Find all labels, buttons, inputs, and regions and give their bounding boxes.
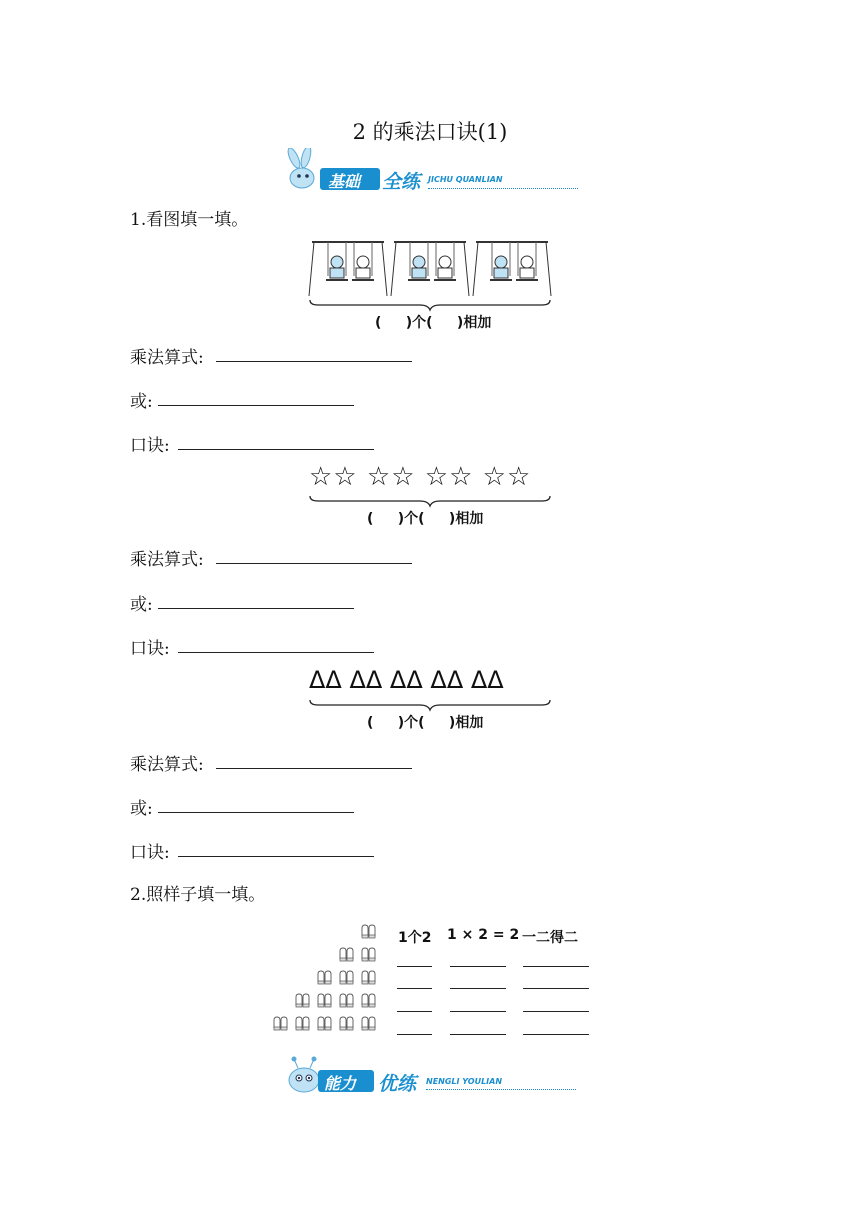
- equation-blank-3[interactable]: [450, 988, 506, 989]
- rhyme-answer-line-1[interactable]: [178, 449, 374, 450]
- or-label-1: 或:: [130, 392, 153, 412]
- banner-dotted-line: [428, 188, 578, 189]
- groups-blank-2[interactable]: [397, 966, 432, 967]
- mult-label-3: 乘法算式:: [130, 755, 204, 775]
- rhyme-answer-line-2[interactable]: [178, 652, 374, 653]
- section-banner-basic: [280, 148, 580, 192]
- rhyme-blank-5[interactable]: [523, 1034, 589, 1035]
- caption-1: ( )个( )相加: [375, 315, 492, 331]
- or-answer-line-3[interactable]: [158, 812, 354, 813]
- example-groups: 1个2: [398, 930, 432, 946]
- or-answer-line-1[interactable]: [158, 405, 354, 406]
- brace-2: [308, 494, 552, 508]
- mult-answer-line-2[interactable]: [216, 563, 412, 564]
- banner-accent-text: 全练: [382, 171, 421, 193]
- mult-answer-line-3[interactable]: [216, 768, 412, 769]
- mittens-illustration: [268, 920, 388, 1040]
- swing-set-3: [473, 242, 551, 296]
- triangles-figure: ΔΔ ΔΔ ΔΔ ΔΔ ΔΔ: [309, 666, 504, 694]
- rhyme-blank-3[interactable]: [523, 988, 589, 989]
- section-banner-ability: [280, 1056, 580, 1096]
- groups-blank-5[interactable]: [397, 1034, 432, 1035]
- mult-label-1: 乘法算式:: [130, 348, 204, 368]
- example-rhyme: 一二得二: [522, 930, 578, 946]
- brace-1: [308, 298, 552, 312]
- swing-set-2: [391, 242, 469, 296]
- page-title: 2 的乘法口诀(1): [352, 120, 508, 144]
- banner2-main-text: 能力: [324, 1074, 357, 1093]
- banner-pinyin: JICHU QUANLIAN: [428, 175, 503, 184]
- banner-main-text: 基础: [328, 172, 361, 191]
- rhyme-blank-4[interactable]: [523, 1011, 589, 1012]
- banner2-accent-text: 优练: [378, 1073, 417, 1095]
- question-1-label: 1.看图填一填。: [130, 210, 249, 230]
- mult-label-2: 乘法算式:: [130, 550, 204, 570]
- groups-blank-3[interactable]: [397, 988, 432, 989]
- rhyme-label-2: 口诀:: [130, 639, 170, 659]
- rhyme-answer-line-3[interactable]: [178, 856, 374, 857]
- banner2-pinyin: NENGLI YOULIAN: [426, 1077, 503, 1086]
- groups-blank-4[interactable]: [397, 1011, 432, 1012]
- banner2-dotted-line: [426, 1089, 576, 1090]
- swing-set-1: [309, 242, 387, 296]
- or-label-2: 或:: [130, 595, 153, 615]
- question-2-label: 2.照样子填一填。: [130, 885, 266, 905]
- equation-blank-5[interactable]: [450, 1034, 506, 1035]
- rhyme-label-3: 口诀:: [130, 843, 170, 863]
- or-label-3: 或:: [130, 799, 153, 819]
- rhyme-label-1: 口诀:: [130, 436, 170, 456]
- or-answer-line-2[interactable]: [158, 608, 354, 609]
- example-equation: 1 × 2 = 2: [447, 927, 520, 943]
- caption-2: ( )个( )相加: [367, 511, 484, 527]
- swings-illustration: [306, 236, 556, 306]
- mult-answer-line-1[interactable]: [216, 361, 412, 362]
- brace-3: [308, 698, 552, 712]
- rhyme-blank-2[interactable]: [523, 966, 589, 967]
- caption-3: ( )个( )相加: [367, 715, 484, 731]
- equation-blank-4[interactable]: [450, 1011, 506, 1012]
- equation-blank-2[interactable]: [450, 966, 506, 967]
- stars-figure: ☆☆ ☆☆ ☆☆ ☆☆: [309, 462, 532, 492]
